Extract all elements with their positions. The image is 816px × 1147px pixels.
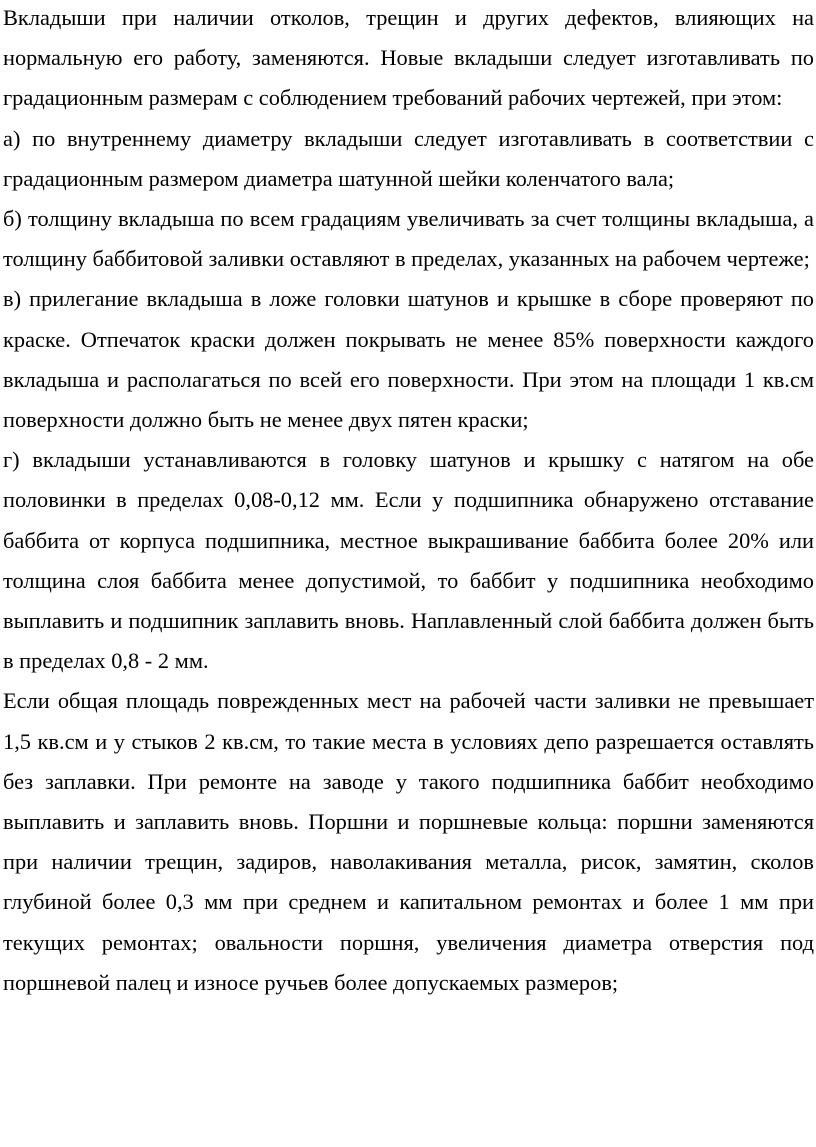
paragraph-liners-replacement: Вкладыши при наличии отколов, трещин и других дефектов, влияющих на нормальную его работу, заменяются. Новые вкладыши следует изготавливать по градационным размерам с соблюдением требований рабочих чертежей, при этом: xyxy=(3,5,814,111)
paragraph-item-v: в) прилегание вкладыша в ложе головки шатунов и крышке в сборе проверяют по краске. Отпечаток краски должен покрывать не менее 85% поверхности каждого вкладыша и располагаться по всей его поверхности. При этом на площади 1 кв.см поверхности должно быть не менее двух пятен краски; xyxy=(3,286,814,433)
paragraph-item-a: а) по внутреннему диаметру вкладыши следует изготавливать в соответствии с градационным размером диаметра шатунной шейки коленчатого вала; xyxy=(3,125,814,191)
paragraph-item-b: б) толщину вкладыша по всем градациям увеличивать за счет толщины вкладыша, а толщину баббитовой заливки оставляют в пределах, указанных на рабочем чертеже; xyxy=(3,206,814,272)
paragraph-item-g: г) вкладыши устанавливаются в головку шатунов и крышку с натягом на обе половинки в пределах 0,08-0,12 мм. Если у подшипника обнаружено отставание баббита от корпуса подшипника, местное выкрашивание баббита более 20% или толщина слоя баббита менее допустимой, то баббит у подшипника необходимо выплавить и подшипник заплавить вновь. Наплавленный слой баббита должен быть в пределах 0,8 - 2 мм. xyxy=(3,447,814,674)
paragraph-damaged-areas: Если общая площадь поврежденных мест на рабочей части заливки не превышает 1,5 кв.см и у стыков 2 кв.см, то такие места в условиях депо разрешается оставлять без заплавки. При ремонте на заводе у такого подшипника баббит необходимо выплавить и заплавить вновь. Поршни и поршневые кольца: поршни заменяются при наличии трещин, задиров, наволакивания металла, рисок, замятин, сколов глубиной более 0,3 мм при среднем и капитальном ремонтах и более 1 мм при текущих ремонтах; овальности поршня, увеличения диаметра отверстия под поршневой палец и износе ручьев более допускаемых размеров; xyxy=(3,688,814,995)
